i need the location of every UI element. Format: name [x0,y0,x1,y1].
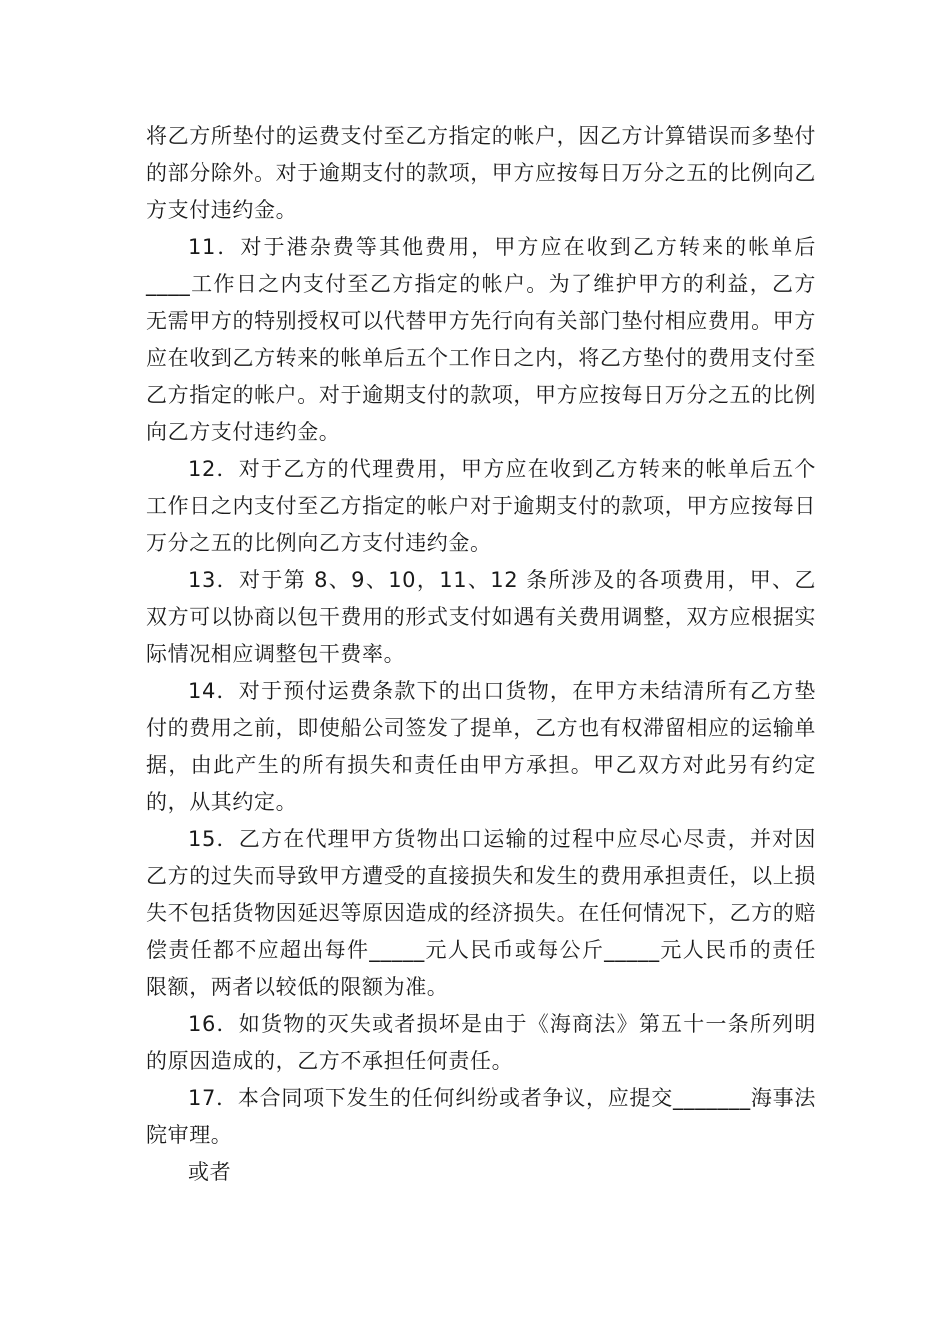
clause-12: 12．对于乙方的代理费用，甲方应在收到乙方转来的帐单后五个工作日之内支付至乙方指定的帐户对于逾期支付的款项，甲方应按每日万分之五的比例向乙方支付违约金。 [146,457,816,555]
document-body [146,118,816,1191]
alternative-marker: 或者 [188,1160,232,1184]
clause-11: 11．对于港杂费等其他费用，甲方应在收到乙方转来的帐单后____工作日之内支付至乙方指定的帐户。为了维护甲方的利益，乙方无需甲方的特别授权可以代替甲方先行向有关部门垫付相应费用。甲方应在收到乙方转来的帐单后五个工作日之内，将乙方垫付的费用支付至乙方指定的帐户。对于逾期支付的款项，甲方应按每日万分之五的比例向乙方支付违约金。 [146,235,816,444]
paragraph-continued: 将乙方所垫付的运费支付至乙方指定的帐户，因乙方计算错误而多垫付的部分除外。对于逾期支付的款项，甲方应按每日万分之五的比例向乙方支付违约金。 [146,124,816,222]
clause-15: 15．乙方在代理甲方货物出口运输的过程中应尽心尽责，并对因乙方的过失而导致甲方遭受的直接损失和发生的费用承担责任，以上损失不包括货物因延迟等原因造成的经济损失。在任何情况下，乙方的赔偿责任都不应超出每件_____元人民币或每公斤_____元人民币的责任限额，两者以较低的限额为准。 [146,827,816,999]
clause-14: 14．对于预付运费条款下的出口货物，在甲方未结清所有乙方垫付的费用之前，即使船公司签发了提单，乙方也有权滞留相应的运输单据，由此产生的所有损失和责任由甲方承担。甲乙双方对此另有约定的，从其约定。 [146,679,816,814]
clause-17: 17．本合同项下发生的任何纠纷或者争议，应提交_______海事法院审理。 [146,1086,816,1147]
clause-16: 16．如货物的灭失或者损坏是由于《海商法》第五十一条所列明的原因造成的，乙方不承担任何责任。 [146,1012,816,1073]
clause-13: 13．对于第 8、9、10，11、12 条所涉及的各项费用，甲、乙双方可以协商以包干费用的形式支付如遇有关费用调整，双方应根据实际情况相应调整包干费率。 [146,568,816,666]
